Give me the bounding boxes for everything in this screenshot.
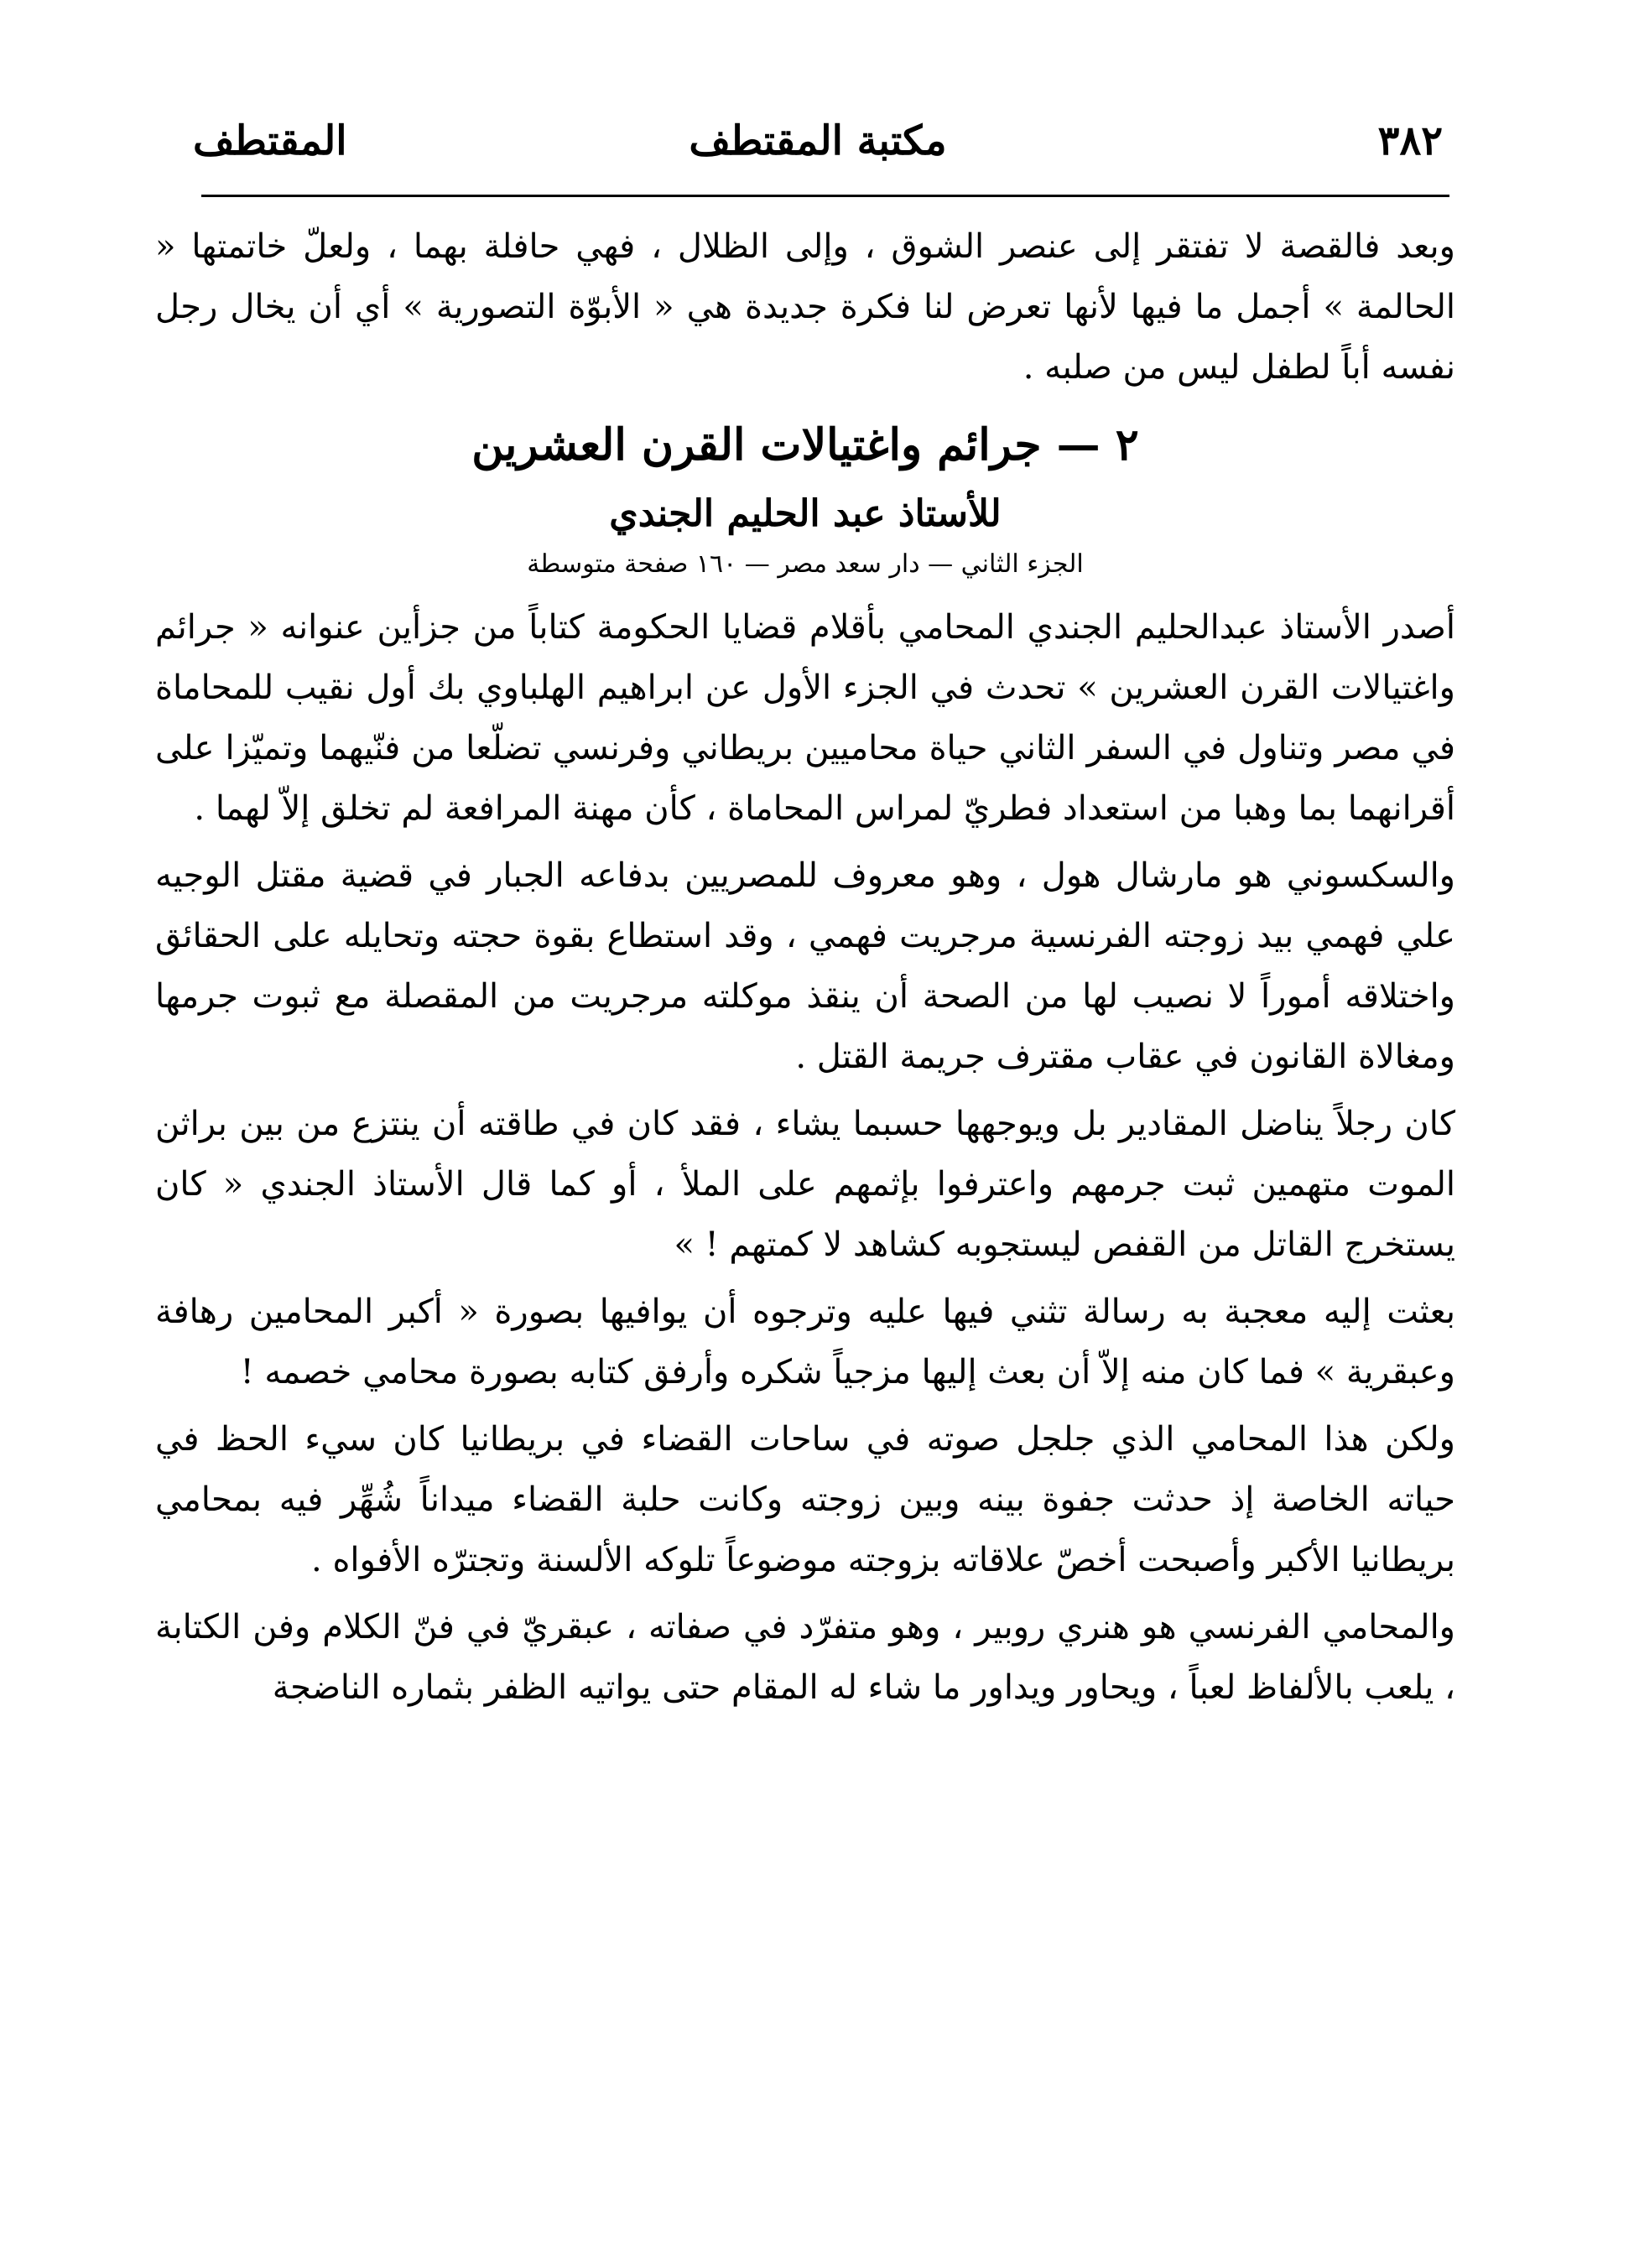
running-header	[193, 116, 1443, 166]
page-body	[155, 216, 1455, 1718]
paragraph: ولكن هذا المحامي الذي جلجل صوته في ساحات القضاء في بريطانيا كان سيء الحظ في حياته الخاصة إذ حدثت جفوة بينه وبين زوجته وكانت حلبة القضاء ميداناً شُهِّر فيه بمحامي بريطانيا الأكبر وأصبحت أخصّ علاقاته بزوجته موضوعاً تلوكه الألسنة وتجترّه الأفواه .	[155, 1420, 1455, 1579]
paragraph: والمحامي الفرنسي هو هنري روبير ، وهو متفرّد في صفاته ، عبقريّ في فنّ الكلام وفن الكتابة ، يلعب بالألفاظ لعباً ، ويحاور ويداور ما شاء له المقام حتى يواتيه الظفر بثماره الناضجة	[155, 1608, 1455, 1707]
review-author: للأستاذ عبد الحليم الجندي	[609, 492, 1002, 535]
section-title: المقتطف	[193, 117, 347, 164]
paragraph: بعثت إليه معجبة به رسالة تثني فيها عليه وترجوه أن يوافيها بصورة « أكبر المحامين رهافة وعبقرية » فما كان منه إلاّ أن بعث إليها مزجياً شكره وأرفق كتابه بصورة محامي خصمه !	[155, 1293, 1455, 1391]
review-heading: ٢ — جرائم واغتيالات القرن العشرين	[471, 419, 1139, 471]
page-number: ٣٨٢	[1377, 117, 1443, 164]
header-rule	[201, 195, 1449, 197]
paragraph: والسكسوني هو مارشال هول ، وهو معروف للمصريين بدفاعه الجبار في قضية مقتل الوجيه علي فهمي بيد زوجته الفرنسية مرجريت فهمي ، وقد استطاع بقوة حجته وتحايله على الحقائق واختلاقه أموراً لا نصيب لها من الصحة أن ينقذ موكلته مرجريت من المقصلة مع ثبوت جرمها ومغالاة القانون في عقاب مقترف جريمة القتل .	[155, 856, 1455, 1076]
running-title: مكتبة المقتطف	[689, 117, 947, 164]
paragraph: كان رجلاً يناضل المقادير بل ويوجهها حسبما يشاء ، فقد كان في طاقته أن ينتزع من بين براثن الموت متهمين ثبت جرمهم واعترفوا بإثمهم على الملأ ، أو كما قال الأستاذ الجندي « كان يستخرج القاتل من القفص ليستجوبه كشاهد لا كمتهم ! »	[155, 1105, 1455, 1264]
paragraph-intro: وبعد فالقصة لا تفتقر إلى عنصر الشوق ، وإلى الظلال ، فهي حافلة بهما ، ولعلّ خاتمتها « الحالمة » أجمل ما فيها لأنها تعرض لنا فكرة جديدة هي « الأبوّة التصورية » أي أن يخال رجل نفسه أباً لطفل ليس من صلبه .	[155, 227, 1456, 387]
publication-info: الجزء الثاني — دار سعد مصر — ١٦٠ صفحة متوسطة	[527, 549, 1084, 579]
paragraph: أصدر الأستاذ عبدالحليم الجندي المحامي بأقلام قضايا الحكومة كتاباً من جزأين عنوانه « جرائم واغتيالات القرن العشرين » تحدث في الجزء الأول عن ابراهيم الهلباوي بك أول نقيب للمحاماة في مصر وتناول في السفر الثاني حياة محاميين بريطاني وفرنسي تضلّعا من فنّيهما وتميّزا على أقرانهما بما وهبا من استعداد فطريّ لمراس المحاماة ، كأن مهنة المرافعة لم تخلق إلاّ لهما .	[155, 608, 1456, 828]
